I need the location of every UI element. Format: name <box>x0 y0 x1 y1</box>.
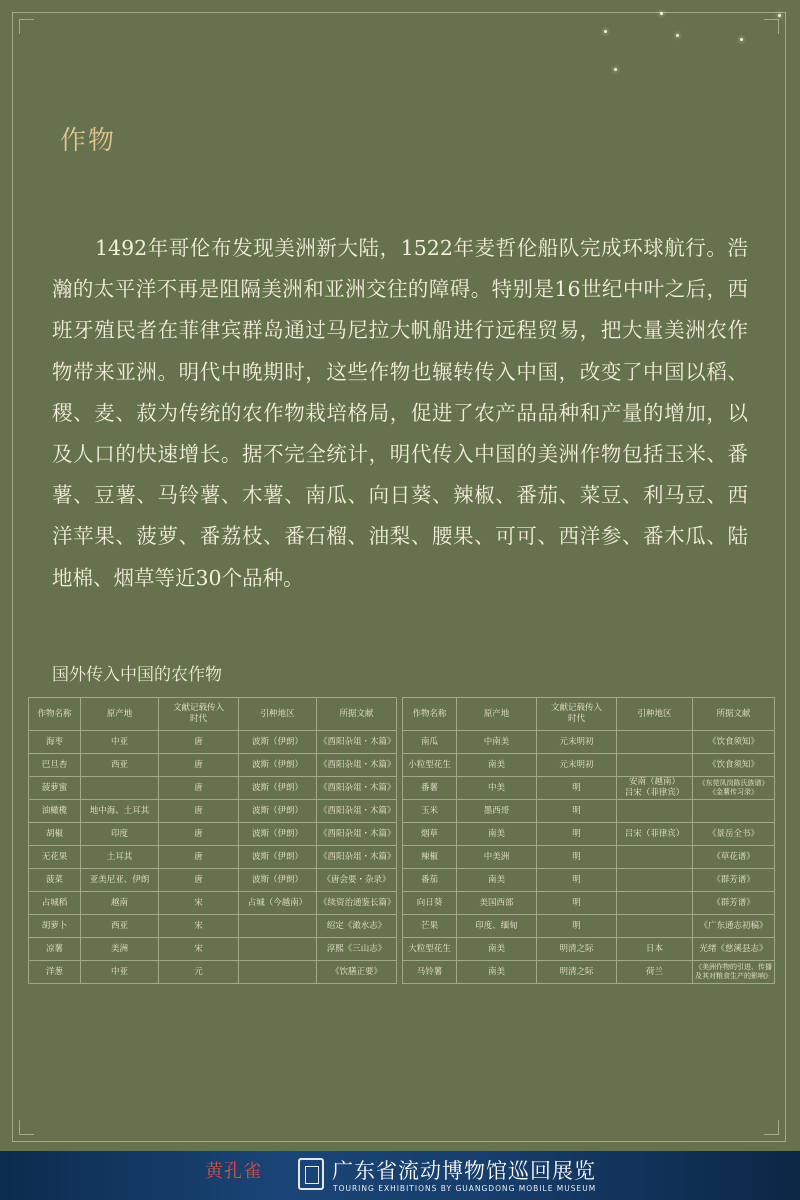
table-cell: 烟草 <box>403 823 457 846</box>
table-cell: 芒果 <box>403 915 457 938</box>
star-icon <box>778 14 781 17</box>
table-header-row <box>403 698 775 731</box>
table-cell <box>617 846 693 869</box>
table-row <box>403 961 775 984</box>
table-cell: 波斯（伊朗） <box>239 731 317 754</box>
table-cell: 巴旦杏 <box>29 754 81 777</box>
table-cell: 《续资治通鉴长篇》 <box>317 892 397 915</box>
table-title: 国外传入中国的农作物 <box>52 665 222 685</box>
intro-paragraph: 1492年哥伦布发现美洲新大陆，1522年麦哲伦船队完成环球航行。浩瀚的太平洋不再是阻隔美洲和亚洲交往的障碍。特别是16世纪中叶之后，西班牙殖民者在菲律宾群岛通过马尼拉大帆船进行远程贸易，把大量美洲农作物带来亚洲。明代中晚期时，这些作物也辗转传入中国，改变了中国以稻、稷、麦、菽为传统的农作物栽培格局，促进了农产品品种和产量的增加，以及人口的快速增长。据不完全统计，明代传入中国的美洲作物包括玉米、番薯、豆薯、马铃薯、木薯、南瓜、向日葵、辣椒、番茄、菜豆、利马豆、西洋苹果、菠萝、番荔枝、番石榴、油梨、腰果、可可、西洋参、番木瓜、陆地棉、烟草等近30个品种。 <box>52 236 748 590</box>
table-cell: 《酉阳杂俎・木篇》 <box>317 754 397 777</box>
table-cell: 《群芳谱》 <box>693 869 775 892</box>
table-row <box>403 892 775 915</box>
table-cell: 《饮食须知》 <box>693 731 775 754</box>
table-cell: 《饮膳正要》 <box>317 961 397 984</box>
table-cell: 向日葵 <box>403 892 457 915</box>
table-cell: 南美 <box>457 938 537 961</box>
table-cell: 唐 <box>159 846 239 869</box>
table-cell: 西亚 <box>81 754 159 777</box>
table-cell: 波斯（伊朗） <box>239 777 317 800</box>
table-cell: 唐 <box>159 869 239 892</box>
table-cell: 唐 <box>159 754 239 777</box>
table-row <box>29 961 397 984</box>
table-cell: 中美洲 <box>457 846 537 869</box>
frame-corner <box>19 1120 34 1135</box>
table-cell: 元末明初 <box>537 731 617 754</box>
column-header: 作物名称 <box>29 698 81 731</box>
table-cell: 辣椒 <box>403 846 457 869</box>
table-cell: 明 <box>537 800 617 823</box>
table-cell: 元 <box>159 961 239 984</box>
table-row <box>29 731 397 754</box>
table-cell: 中亚 <box>81 731 159 754</box>
table-cell: 玉米 <box>403 800 457 823</box>
crop-table-left <box>28 697 397 984</box>
table-cell: 《酉阳杂俎・木篇》 <box>317 731 397 754</box>
table-cell: 明 <box>537 823 617 846</box>
table-cell: 油橄榄 <box>29 800 81 823</box>
column-header: 引种地区 <box>617 698 693 731</box>
table-cell: 南美 <box>457 869 537 892</box>
footer-banner <box>0 1151 800 1200</box>
table-cell: 唐 <box>159 823 239 846</box>
table-cell <box>617 754 693 777</box>
table-cell: 地中海、土耳其 <box>81 800 159 823</box>
table-cell: 南美 <box>457 961 537 984</box>
table-cell: 《广东通志初稿》 <box>693 915 775 938</box>
table-cell: 菠菜 <box>29 869 81 892</box>
table-cell: 日本 <box>617 938 693 961</box>
column-header: 文献记载传入时代 <box>537 698 617 731</box>
footer-title-en: TOURING EXHIBITIONS BY GUANGDONG MOBILE MUSEUM <box>333 1184 597 1193</box>
table-cell: 美国西部 <box>457 892 537 915</box>
table-cell: 唐 <box>159 800 239 823</box>
table-cell: 《美洲作物的引进、传播及其对粮食生产的影响》 <box>693 961 775 984</box>
table-cell <box>617 892 693 915</box>
table-cell: 胡椒 <box>29 823 81 846</box>
table-row <box>29 777 397 800</box>
table-row <box>403 754 775 777</box>
table-cell <box>239 938 317 961</box>
table-cell: 《群芳谱》 <box>693 892 775 915</box>
table-row <box>29 869 397 892</box>
column-header: 原产地 <box>457 698 537 731</box>
table-cell: 番薯 <box>403 777 457 800</box>
star-icon <box>660 12 663 15</box>
star-icon <box>604 30 607 33</box>
table-cell: 中亚 <box>81 961 159 984</box>
table-cell: 南瓜 <box>403 731 457 754</box>
section-title: 作物 <box>60 126 117 156</box>
table-cell: 《酉阳杂俎・木篇》 <box>317 823 397 846</box>
table-cell <box>617 731 693 754</box>
table-cell: 《酉阳杂俎・木篇》 <box>317 800 397 823</box>
table-row <box>29 800 397 823</box>
table-cell: 淳熙《三山志》 <box>317 938 397 961</box>
table-cell: 《景岳全书》 <box>693 823 775 846</box>
column-header: 文献记载传入时代 <box>159 698 239 731</box>
museum-seal-icon <box>298 1158 324 1190</box>
table-cell: 印度 <box>81 823 159 846</box>
table-cell: 波斯（伊朗） <box>239 754 317 777</box>
table-cell: 宋 <box>159 915 239 938</box>
table-row <box>403 823 775 846</box>
footer-title-cn: 广东省流动博物馆巡回展览 <box>332 1159 596 1183</box>
table-cell <box>617 915 693 938</box>
table-row <box>403 938 775 961</box>
table-cell: 波斯（伊朗） <box>239 869 317 892</box>
table-cell: 光绪《慈溪县志》 <box>693 938 775 961</box>
table-cell: 海枣 <box>29 731 81 754</box>
table-row <box>403 915 775 938</box>
table-row <box>403 731 775 754</box>
table-cell: 西亚 <box>81 915 159 938</box>
table-cell: 明 <box>537 892 617 915</box>
table-cell: 波斯（伊朗） <box>239 800 317 823</box>
table-cell: 《酉阳杂俎・木篇》 <box>317 846 397 869</box>
table-cell: 南美 <box>457 754 537 777</box>
table-cell <box>239 915 317 938</box>
column-header: 所据文献 <box>317 698 397 731</box>
table-cell: 安南（越南） 吕宋（菲律宾） <box>617 777 693 800</box>
column-header: 引种地区 <box>239 698 317 731</box>
table-cell: 马铃薯 <box>403 961 457 984</box>
table-row <box>29 823 397 846</box>
table-cell: 凉薯 <box>29 938 81 961</box>
table-cell: 唐 <box>159 731 239 754</box>
table-cell: 土耳其 <box>81 846 159 869</box>
table-row <box>403 869 775 892</box>
frame-corner <box>19 19 34 34</box>
table-cell: 菠萝蜜 <box>29 777 81 800</box>
table-cell: 占城（今越南） <box>239 892 317 915</box>
table-cell <box>693 800 775 823</box>
table-cell: 唐 <box>159 777 239 800</box>
table-cell: 明 <box>537 777 617 800</box>
column-header: 原产地 <box>81 698 159 731</box>
table-cell: 元末明初 <box>537 754 617 777</box>
table-cell: 胡萝卜 <box>29 915 81 938</box>
table-cell: 明 <box>537 915 617 938</box>
table-cell: 明 <box>537 846 617 869</box>
table-cell: 波斯（伊朗） <box>239 846 317 869</box>
column-header: 所据文献 <box>693 698 775 731</box>
table-cell: 洋葱 <box>29 961 81 984</box>
table-row <box>29 846 397 869</box>
table-row <box>29 892 397 915</box>
frame-corner <box>764 19 779 34</box>
table-cell: 宋 <box>159 892 239 915</box>
table-cell: 中美 <box>457 777 537 800</box>
table-cell <box>239 961 317 984</box>
table-cell: 明 <box>537 869 617 892</box>
star-icon <box>740 38 743 41</box>
frame-corner <box>764 1120 779 1135</box>
calligraphy-logo: 黄孔雀 <box>205 1161 262 1182</box>
table-cell: 《草花谱》 <box>693 846 775 869</box>
table-cell: 宋 <box>159 938 239 961</box>
table-cell: 荷兰 <box>617 961 693 984</box>
table-cell <box>617 800 693 823</box>
star-icon <box>614 68 617 71</box>
table-header-row <box>29 698 397 731</box>
table-cell: 《东莞凤岗陈氏族谱》 《金薯传习录》 <box>693 777 775 800</box>
table-cell: 墨西哥 <box>457 800 537 823</box>
table-cell: 番茄 <box>403 869 457 892</box>
table-cell: 小粒型花生 <box>403 754 457 777</box>
table-cell: 中南美 <box>457 731 537 754</box>
table-cell: 无花果 <box>29 846 81 869</box>
table-row <box>29 938 397 961</box>
table-cell: 南美 <box>457 823 537 846</box>
table-cell: 《酉阳杂俎・木篇》 <box>317 777 397 800</box>
table-cell: 《饮食须知》 <box>693 754 775 777</box>
table-cell: 明清之际 <box>537 938 617 961</box>
table-cell <box>81 777 159 800</box>
table-cell: 吕宋（菲律宾） <box>617 823 693 846</box>
table-row <box>403 800 775 823</box>
table-cell: 绍定《澉水志》 <box>317 915 397 938</box>
crop-table-right <box>402 697 775 984</box>
table-cell: 美洲 <box>81 938 159 961</box>
table-cell: 《唐会要・杂录》 <box>317 869 397 892</box>
table-cell: 占城稻 <box>29 892 81 915</box>
table-row <box>403 846 775 869</box>
star-icon <box>676 34 679 37</box>
table-row <box>29 754 397 777</box>
table-cell: 印度、缅甸 <box>457 915 537 938</box>
table-cell: 大粒型花生 <box>403 938 457 961</box>
table-row <box>403 777 775 800</box>
table-cell: 明清之际 <box>537 961 617 984</box>
table-row <box>29 915 397 938</box>
table-cell: 亚美尼亚、伊朗 <box>81 869 159 892</box>
column-header: 作物名称 <box>403 698 457 731</box>
table-cell: 越南 <box>81 892 159 915</box>
table-cell: 波斯（伊朗） <box>239 823 317 846</box>
table-cell <box>617 869 693 892</box>
